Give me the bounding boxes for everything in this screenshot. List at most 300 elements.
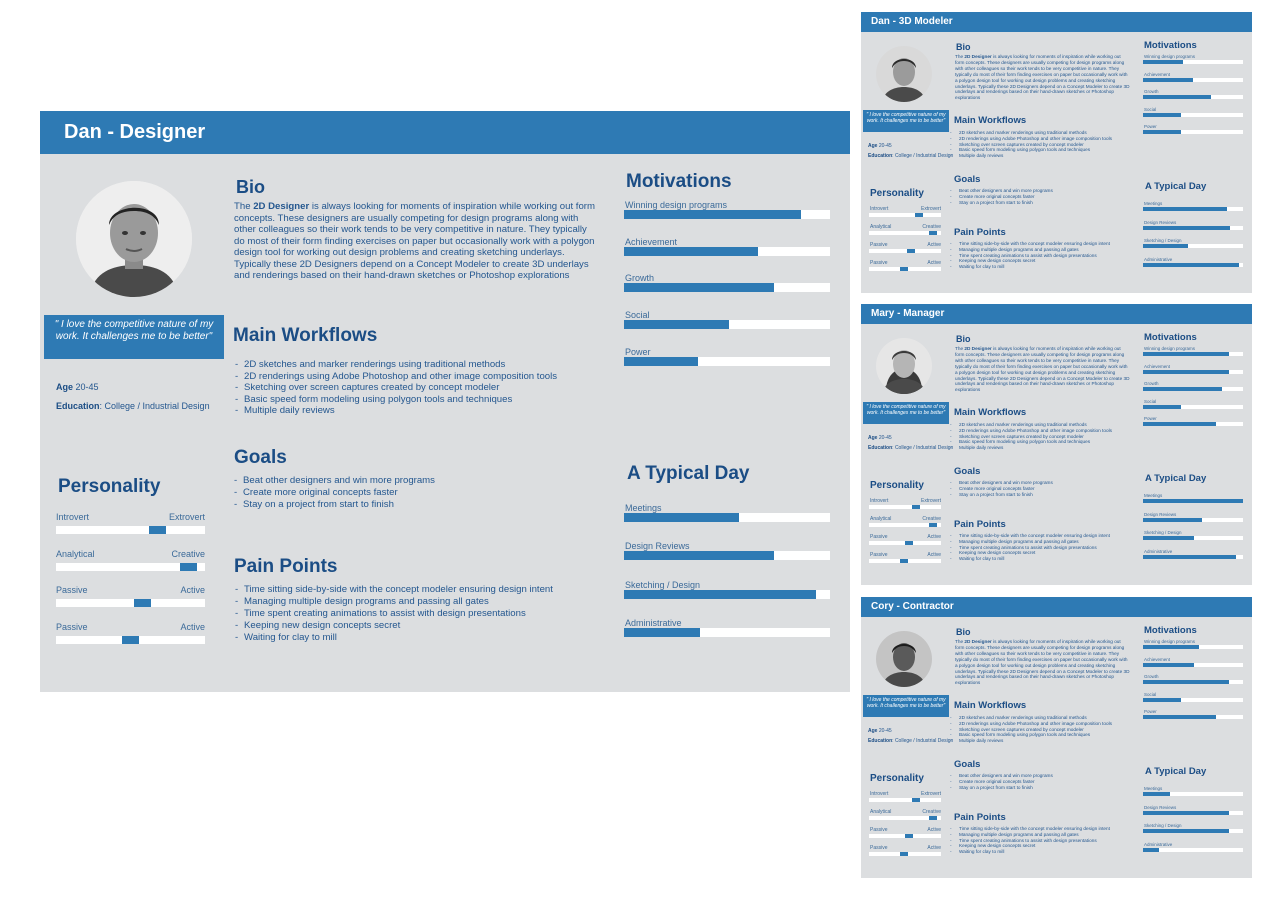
personality-right-label: Active [927, 534, 941, 540]
personality-track [869, 816, 941, 820]
bio-bold: 2D Designer [964, 54, 992, 59]
motivations-heading: Motivations [1144, 40, 1197, 51]
bio-text [234, 201, 596, 282]
motivations-label: Achievement [1144, 71, 1171, 77]
personality-left-label: Passive [870, 827, 888, 833]
education-value: : College / Industrial Design [892, 445, 954, 451]
personality-track [869, 559, 941, 563]
personality-track [869, 852, 941, 856]
motivations-track [1143, 370, 1243, 374]
pain-list [244, 584, 553, 644]
education [56, 401, 210, 411]
workflows-item: - Sketching over screen captures created by concept modeler [959, 434, 1112, 440]
personality-right-label: Creative [922, 516, 941, 522]
motivations-fill [624, 357, 698, 366]
personality-left-label: Passive [870, 845, 888, 851]
typical_day-label: Design Reviews [1144, 219, 1177, 225]
persona-quote: " I love the competitive nature of my work. It challenges me to be better" [863, 402, 949, 424]
workflows-item: - 2D sketches and marker renderings using traditional methods [244, 359, 557, 371]
goals-list [959, 480, 1053, 497]
typical_day-fill [1143, 518, 1202, 522]
workflows-list [959, 130, 1112, 159]
personality-right-label: Active [180, 585, 205, 596]
motivations-fill [1143, 645, 1199, 649]
persona-card-thumb [861, 12, 1252, 293]
education-label: Education [868, 445, 893, 451]
typical_day-label: Design Reviews [1144, 511, 1177, 517]
workflows-item: - Multiple daily reviews [959, 445, 1112, 451]
pain_points-item: - Keeping new design concepts secret [959, 550, 1110, 556]
personality-knob [912, 505, 920, 509]
typical_day-fill [624, 551, 774, 560]
motivations-fill [1143, 78, 1193, 82]
avatar [76, 181, 192, 297]
personality-track [56, 526, 205, 534]
typical_day-label: Design Reviews [625, 541, 690, 552]
motivations-fill [1143, 422, 1216, 426]
motivations-label: Power [1144, 416, 1157, 421]
personality-knob [180, 563, 197, 571]
typical_day-track [1143, 263, 1243, 267]
workflows-item: - 2D sketches and marker renderings using traditional methods [959, 130, 1112, 136]
typical_day-track [624, 590, 830, 599]
personality-right-label: Creative [922, 224, 941, 230]
education [868, 153, 953, 159]
personality-left-label: Analytical [870, 809, 892, 815]
workflows-heading: Main Workflows [954, 700, 1027, 711]
education-value: : College / Industrial Design [892, 738, 954, 744]
motivations-track [1143, 130, 1243, 134]
motivations-track [1143, 645, 1243, 649]
bio-heading: Bio [956, 42, 971, 52]
education [868, 738, 953, 744]
age [56, 382, 99, 392]
typical_day-fill [1143, 555, 1236, 559]
motivations-track [1143, 663, 1243, 667]
persona-header [861, 597, 1252, 617]
education-value: : College / Industrial Design [892, 153, 954, 159]
personality-right-label: Extrovert [920, 791, 941, 797]
motivations-label: Power [625, 346, 651, 357]
typical_day-fill [1143, 811, 1229, 815]
goals-list [959, 773, 1053, 790]
personality-right-label: Active [180, 621, 205, 632]
motivations-track [1143, 95, 1243, 99]
typical_day-fill [1143, 829, 1229, 833]
pain_points-item: - Managing multiple design programs and passing all gates [244, 596, 553, 608]
persona-header [861, 12, 1252, 32]
avatar-dan-modeler [876, 46, 932, 102]
motivations-fill [1143, 387, 1222, 391]
persona-title: Dan - 3D Modeler [871, 16, 953, 27]
pain-heading: Pain Points [234, 556, 338, 577]
day-heading: A Typical Day [627, 463, 750, 484]
pain_points-item: - Waiting for clay to mill [244, 632, 553, 644]
age-label: Age [868, 435, 878, 441]
motivations-track [1143, 352, 1243, 356]
personality-knob [900, 852, 908, 856]
goals-item: - Create more original concepts faster [959, 194, 1053, 200]
persona-card-main [40, 111, 850, 692]
bio-bold: 2D Designer [253, 201, 310, 212]
avatar-portrait-icon [876, 46, 932, 102]
workflows-item: - 2D renderings using Adobe Photoshop and other image composition tools [244, 371, 557, 383]
motivations-heading: Motivations [1144, 332, 1197, 343]
age-value: 20-45 [877, 143, 892, 149]
personality-track [869, 213, 941, 217]
personality-track [56, 563, 205, 571]
goals-item: - Create more original concepts faster [243, 487, 435, 499]
typical_day-fill [1143, 263, 1239, 267]
pain_points-list [959, 533, 1110, 562]
typical_day-label: Meetings [1144, 786, 1163, 791]
motivations-fill [624, 320, 729, 329]
motivations-track [1143, 387, 1243, 391]
age-value: 20-45 [73, 382, 99, 392]
typical_day-fill [1143, 244, 1188, 248]
age [868, 435, 892, 441]
bio-heading: Bio [956, 627, 971, 637]
typical_day-track [1143, 536, 1243, 540]
motivations-fill [624, 283, 774, 292]
bio-prefix: The [234, 201, 254, 212]
age [868, 728, 892, 734]
motivations-fill [1143, 663, 1194, 667]
age-label: Age [868, 728, 878, 734]
goals-item: - Stay on a project from start to finish [959, 785, 1053, 791]
persona-quote: " I love the competitive nature of my work. It challenges me to be better" [44, 315, 224, 359]
personality-left-label: Introvert [56, 512, 90, 522]
goals-item: - Beat other designers and win more programs [959, 188, 1053, 194]
personality-left-label: Analytical [870, 224, 892, 230]
personality-knob [907, 249, 915, 253]
workflows-item: - Multiple daily reviews [244, 405, 557, 417]
motivations-track [1143, 422, 1243, 426]
workflows-item: - Sketching over screen captures created by concept modeler [959, 727, 1112, 733]
motivations-label: Achievement [1144, 656, 1171, 662]
bio-rest: is always looking for moments of inspiration while working out form concepts. These designers are usually competing for design programs along with other colleagues so their work tends to be very competitive in nature. They typically do most of their form finding exercises on paper but occasionally work with a polygon design tool for working out design problems and creating sketching underlays. Typically these 2D Designers depend on a Concept Modeler to create 3D underlays and renderings based on their hand-drawn sketches or Photoshop explorations [955, 346, 1130, 393]
persona-title: Dan - Designer [64, 121, 206, 143]
personality-knob [912, 798, 920, 802]
personality-track [869, 541, 941, 545]
bio-rest: is always looking for moments of inspiration while working out form concepts. These designers are usually competing for design programs along with other colleagues so their work tends to be very competitive in nature. They typically do most of their form finding exercises on paper but occasionally work with a polygon design tool for working out design problems and creating sketching underlays. Typically these 2D Designers depend on a Concept Modeler to create 3D underlays and renderings based on their hand-drawn sketches or Photoshop explorations [234, 201, 595, 281]
workflows-item: - Multiple daily reviews [959, 738, 1112, 744]
goals-list [959, 188, 1053, 205]
personality-track [869, 267, 941, 271]
education-label: Education [868, 738, 893, 744]
personality-left-label: Passive [56, 621, 88, 632]
personality-knob [929, 231, 937, 235]
motivations-label: Winning design programs [1144, 54, 1196, 59]
personality-knob [122, 636, 139, 644]
motivations-fill [1143, 95, 1211, 99]
motivations-track [1143, 113, 1243, 117]
motivations-track [624, 320, 830, 329]
personality-left-label: Passive [56, 585, 88, 596]
motivations-heading: Motivations [1144, 625, 1197, 636]
typical_day-track [1143, 555, 1243, 559]
workflows-list [959, 422, 1112, 451]
workflows-heading: Main Workflows [954, 115, 1027, 126]
goals-item: - Stay on a project from start to finish [243, 499, 435, 511]
personality-track [869, 505, 941, 509]
personality-track [869, 834, 941, 838]
typical_day-label: Administrative [1144, 841, 1173, 847]
pain_points-item: - Managing multiple design programs and passing all gates [959, 832, 1110, 838]
workflows-item: - Sketching over screen captures created by concept modeler [959, 142, 1112, 148]
goals-heading: Goals [954, 466, 981, 477]
personality-right-label: Creative [922, 809, 941, 815]
day-heading: A Typical Day [1145, 181, 1207, 192]
persona-header [861, 304, 1252, 324]
personality-track [869, 523, 941, 527]
age-value: 20-45 [877, 728, 892, 734]
pain_points-item: - Waiting for clay to mill [959, 849, 1110, 855]
education-value: : College / Industrial Design [99, 401, 210, 411]
pain-heading: Pain Points [954, 812, 1006, 823]
goals-item: - Beat other designers and win more programs [959, 480, 1053, 486]
goals-heading: Goals [954, 174, 981, 185]
avatar-portrait-icon [876, 631, 932, 687]
motivations-label: Winning design programs [625, 200, 728, 210]
motivations-track [1143, 405, 1243, 409]
pain-heading: Pain Points [954, 227, 1006, 238]
persona-quote: " I love the competitive nature of my work. It challenges me to be better" [863, 110, 949, 132]
motivations-track [624, 247, 830, 256]
persona-title: Cory - Contractor [871, 601, 954, 612]
persona-card-thumb [861, 304, 1252, 585]
motivations-fill [624, 210, 801, 219]
typical_day-track [1143, 226, 1243, 230]
typical_day-fill [1143, 499, 1243, 503]
personality-heading: Personality [870, 188, 924, 199]
workflows-item: - Basic speed form modeling using polygon tools and techniques [959, 439, 1112, 445]
pain_points-item: - Time spent creating animations to assist with design presentations [959, 253, 1110, 259]
motivations-label: Growth [625, 273, 655, 284]
motivations-track [1143, 60, 1243, 64]
pain_points-item: - Waiting for clay to mill [959, 556, 1110, 562]
persona-quote: " I love the competitive nature of my work. It challenges me to be better" [863, 695, 949, 717]
motivations-label: Winning design programs [1144, 639, 1196, 644]
workflows-item: - Sketching over screen captures created by concept modeler [244, 382, 557, 394]
personality-right-label: Active [927, 845, 941, 851]
bio-heading: Bio [956, 334, 971, 344]
typical_day-label: Administrative [1144, 256, 1173, 262]
personality-knob [149, 526, 166, 534]
motivations-fill [1143, 405, 1181, 409]
personality-right-label: Extrovert [920, 498, 941, 504]
typical_day-fill [624, 590, 816, 599]
persona-header [40, 111, 850, 154]
bio-prefix: The [955, 346, 965, 351]
personality-right-label: Extrovert [168, 512, 205, 522]
personality-knob [905, 541, 913, 545]
typical_day-track [1143, 499, 1243, 503]
typical_day-fill [624, 513, 739, 522]
personality-left-label: Introvert [870, 206, 889, 212]
personality-left-label: Analytical [56, 548, 95, 559]
pain_points-item: - Managing multiple design programs and passing all gates [959, 247, 1110, 253]
personality-track [56, 636, 205, 644]
motivations-label: Social [1144, 398, 1157, 404]
avatar-portrait-icon [76, 181, 192, 297]
personality-knob [905, 834, 913, 838]
motivations-fill [1143, 370, 1229, 374]
motivations-track [1143, 715, 1243, 719]
personality-right-label: Active [927, 827, 941, 833]
age-label: Age [868, 143, 878, 149]
motivations-fill [624, 247, 758, 256]
typical_day-track [624, 513, 830, 522]
personality-left-label: Analytical [870, 516, 892, 522]
motivations-fill [1143, 113, 1181, 117]
workflows-item: - Basic speed form modeling using polygon tools and techniques [244, 394, 557, 406]
typical_day-track [1143, 829, 1243, 833]
goals-item: - Create more original concepts faster [959, 779, 1053, 785]
avatar-mary [876, 338, 932, 394]
workflows-item: - 2D sketches and marker renderings using traditional methods [959, 715, 1112, 721]
typical_day-label: Sketching / Design [625, 579, 701, 590]
typical_day-track [624, 628, 830, 637]
pain_points-list [959, 826, 1110, 855]
education-label: Education [868, 153, 893, 159]
motivations-label: Winning design programs [1144, 346, 1196, 351]
pain_points-item: - Keeping new design concepts secret [244, 620, 553, 632]
personality-knob [915, 213, 923, 217]
bio-rest: is always looking for moments of inspiration while working out form concepts. These designers are usually competing for design programs along with other colleagues so their work tends to be very competitive in nature. They typically do most of their form finding exercises on paper but occasionally work with a polygon design tool for working out design problems and creating sketching underlays. Typically these 2D Designers depend on a Concept Modeler to create 3D underlays and renderings based on their hand-drawn sketches or Photoshop explorations [955, 639, 1130, 686]
education-label: Education [56, 401, 100, 411]
bio-prefix: The [955, 54, 965, 59]
typical_day-label: Meetings [1144, 493, 1163, 498]
motivations-label: Growth [1144, 381, 1159, 386]
day-heading: A Typical Day [1145, 473, 1207, 484]
personality-right-label: Active [927, 242, 941, 248]
pain_points-item: - Time spent creating animations to assist with design presentations [244, 608, 553, 620]
bio-bold: 2D Designer [964, 346, 992, 351]
bio-text [955, 346, 1131, 393]
personality-left-label: Passive [870, 260, 888, 266]
typical_day-label: Design Reviews [1144, 804, 1177, 810]
typical_day-label: Administrative [1144, 548, 1173, 554]
pain-heading: Pain Points [954, 519, 1006, 530]
motivations-fill [1143, 698, 1181, 702]
motivations-label: Power [1144, 124, 1157, 129]
motivations-track [624, 283, 830, 292]
motivations-fill [1143, 130, 1181, 134]
personality-left-label: Introvert [870, 791, 889, 797]
personality-right-label: Active [927, 260, 941, 266]
personality-knob [134, 599, 151, 607]
pain_points-item: - Time spent creating animations to assist with design presentations [959, 545, 1110, 551]
goals-item: - Beat other designers and win more programs [959, 773, 1053, 779]
persona-card-thumb [861, 597, 1252, 878]
typical_day-track [1143, 244, 1243, 248]
bio-prefix: The [955, 639, 965, 644]
pain_points-item: - Keeping new design concepts secret [959, 258, 1110, 264]
goals-item: - Beat other designers and win more programs [243, 475, 435, 487]
age [868, 143, 892, 149]
motivations-label: Growth [1144, 89, 1159, 94]
pain_points-item: - Time sitting side-by-side with the concept modeler ensuring design intent [244, 584, 553, 596]
bio-heading: Bio [236, 177, 265, 197]
workflows-list [959, 715, 1112, 744]
pain_points-item: - Waiting for clay to mill [959, 264, 1110, 270]
personality-right-label: Active [927, 552, 941, 558]
bio-bold: 2D Designer [964, 639, 992, 644]
typical_day-track [624, 551, 830, 560]
personality-heading: Personality [58, 476, 161, 497]
personality-track [56, 599, 205, 607]
pain_points-item: - Time spent creating animations to assist with design presentations [959, 838, 1110, 844]
personality-track [869, 249, 941, 253]
personality-track [869, 231, 941, 235]
avatar-portrait-icon [876, 338, 932, 394]
day-heading: A Typical Day [1145, 766, 1207, 777]
workflows-item: - 2D renderings using Adobe Photoshop and other image composition tools [959, 721, 1112, 727]
typical_day-track [1143, 792, 1243, 796]
motivations-track [1143, 698, 1243, 702]
personality-track [869, 798, 941, 802]
workflows-item: - 2D renderings using Adobe Photoshop and other image composition tools [959, 428, 1112, 434]
personality-knob [900, 559, 908, 563]
workflows-heading: Main Workflows [954, 407, 1027, 418]
motivations-label: Social [625, 310, 650, 321]
workflows-item: - Basic speed form modeling using polygon tools and techniques [959, 147, 1112, 153]
typical_day-track [1143, 518, 1243, 522]
pain_points-list [959, 241, 1110, 270]
personality-left-label: Passive [870, 534, 888, 540]
bio-text [955, 639, 1131, 686]
motivations-label: Power [1144, 709, 1157, 714]
typical_day-track [1143, 848, 1243, 852]
pain_points-item: - Time sitting side-by-side with the concept modeler ensuring design intent [959, 241, 1110, 247]
bio-rest: is always looking for moments of inspiration while working out form concepts. These designers are usually competing for design programs along with other colleagues so their work tends to be very competitive in nature. They typically do most of their form finding exercises on paper but occasionally work with a polygon design tool for working out design problems and creating sketching underlays. Typically these 2D Designers depend on a Concept Modeler to create 3D underlays and renderings based on their hand-drawn sketches or Photoshop explorations [955, 54, 1130, 101]
workflows-item: - 2D sketches and marker renderings using traditional methods [959, 422, 1112, 428]
motivations-label: Social [1144, 106, 1157, 112]
avatar-cory [876, 631, 932, 687]
pain_points-item: - Time sitting side-by-side with the concept modeler ensuring design intent [959, 826, 1110, 832]
typical_day-label: Sketching / Design [1144, 238, 1182, 243]
motivations-label: Growth [1144, 674, 1159, 679]
goals-item: - Stay on a project from start to finish [959, 492, 1053, 498]
workflows-heading: Main Workflows [233, 325, 378, 346]
typical_day-label: Meetings [625, 503, 662, 513]
typical_day-label: Meetings [1144, 201, 1163, 206]
education [868, 445, 953, 451]
motivations-heading: Motivations [626, 171, 732, 192]
typical_day-track [1143, 207, 1243, 211]
motivations-fill [1143, 715, 1216, 719]
motivations-track [1143, 680, 1243, 684]
pain_points-item: - Time sitting side-by-side with the concept modeler ensuring design intent [959, 533, 1110, 539]
goals-list [243, 475, 435, 511]
typical_day-track [1143, 811, 1243, 815]
personality-right-label: Extrovert [920, 206, 941, 212]
typical_day-label: Sketching / Design [1144, 530, 1182, 535]
typical_day-fill [1143, 207, 1227, 211]
age-label: Age [56, 382, 74, 392]
goals-heading: Goals [234, 447, 287, 468]
workflows-item: - 2D renderings using Adobe Photoshop and other image composition tools [959, 136, 1112, 142]
typical_day-fill [1143, 536, 1194, 540]
workflows-list [244, 359, 557, 417]
goals-heading: Goals [954, 759, 981, 770]
bio-text [955, 54, 1131, 101]
pain_points-item: - Keeping new design concepts secret [959, 843, 1110, 849]
personality-left-label: Passive [870, 552, 888, 558]
personality-heading: Personality [870, 773, 924, 784]
motivations-track [624, 357, 830, 366]
